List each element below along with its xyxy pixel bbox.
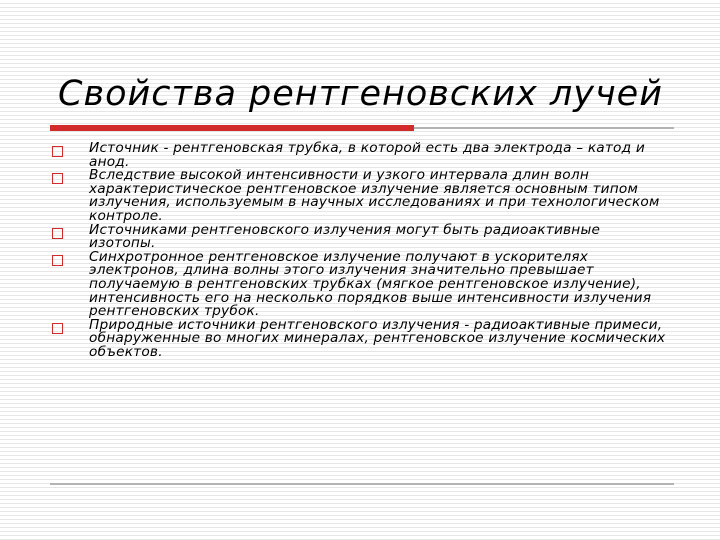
title-underline-rule [414, 127, 674, 129]
list-item [50, 316, 670, 360]
list-item [50, 221, 670, 252]
bullet-text: Синхротронное рентгеновское излучение получают в ускорителях электронов, длина волны этого излучения значительно превышает получаемую в рентгеновских трубках (мягкое рентгеновское излучение), интенсивность его на несколько порядков выше интенсивности излучения рентгеновских трубок. [89, 248, 652, 320]
bullet-text: Вследствие высокой интенсивности и узкого интервала длин волн характеристическое рентгеновское излучение является основным типом излучения, используемым в научных исследованиях и при технологическом контроле. [89, 167, 660, 224]
square-bullet-icon [52, 323, 63, 334]
list-item [50, 142, 670, 169]
bullet-text: Природные источники рентгеновского излучения - радиоактивные примеси, обнаруженные во многих минералах, рентгеновское излучение космических объектов. [89, 316, 666, 360]
bullet-list [50, 142, 670, 360]
list-item [50, 248, 670, 320]
square-bullet-icon [52, 173, 63, 184]
square-bullet-icon [52, 146, 63, 157]
title-underline-accent [50, 125, 414, 131]
list-item [50, 169, 670, 223]
square-bullet-icon [52, 255, 63, 266]
bullet-text: Источник - рентгеновская трубка, в которой есть два электрода – катод и анод. [89, 140, 645, 170]
square-bullet-icon [52, 228, 63, 239]
slide-title: Свойства рентгеновских лучей [58, 74, 663, 114]
bottom-rule [50, 483, 674, 485]
bullet-text: Источниками рентгеновского излучения могут быть радиоактивные изотопы. [89, 221, 601, 252]
